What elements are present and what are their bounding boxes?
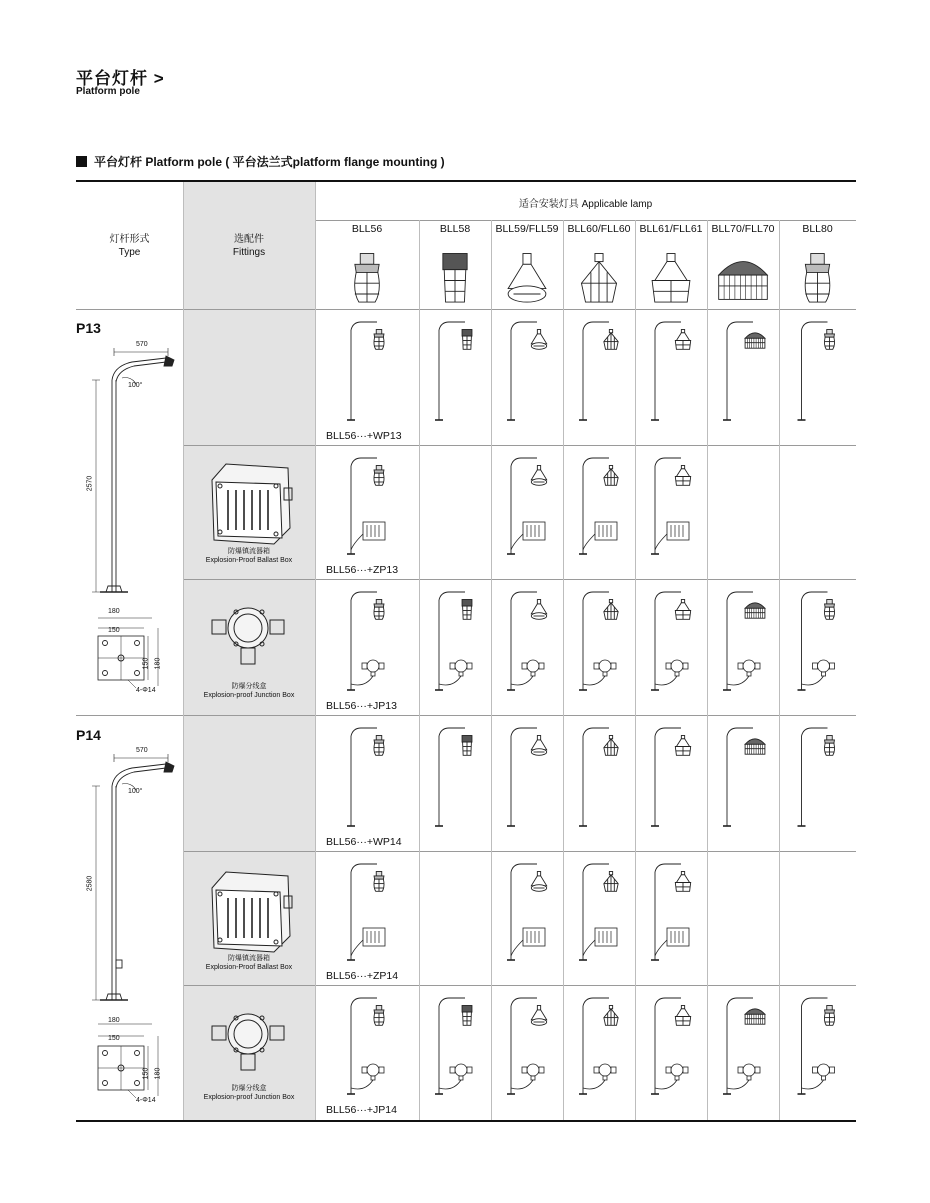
section-bullet-icon — [76, 156, 87, 167]
pole-with-lamp-icon — [779, 716, 856, 852]
p13-arm-dim: 570 — [136, 341, 148, 348]
ballast-box-label-p14 — [183, 954, 315, 972]
table-bottom-rule — [76, 1120, 856, 1122]
pole-with-lamp-icon — [419, 310, 491, 446]
bll58-lamp-icon — [419, 242, 491, 306]
p13-height-dim: 2570 — [86, 475, 94, 492]
pole-with-lamp-icon — [563, 580, 635, 716]
pole-with-lamp-icon — [635, 580, 707, 716]
bll80-lamp-icon — [779, 242, 856, 306]
applicable-lamp-header: 适合安装灯具 Applicable lamp — [518, 199, 653, 210]
bll61-lamp-icon — [635, 242, 707, 306]
pole-with-lamp-icon — [779, 580, 856, 716]
pole-with-lamp-icon — [635, 986, 707, 1120]
p13-base-h2-dim: 180 — [154, 657, 162, 670]
pole-drawing-icon — [88, 340, 178, 695]
ballast-label-cn: 防爆镇流器箱 — [228, 955, 270, 962]
column-divider — [183, 182, 184, 1120]
pole-with-lamp-icon — [315, 310, 419, 446]
pole-with-lamp-icon — [563, 716, 635, 852]
junction-box-label-p14 — [183, 1084, 315, 1102]
junction-box-label-p13 — [183, 682, 315, 700]
type-header-en: Type — [118, 247, 141, 258]
pole-with-lamp-icon — [635, 310, 707, 446]
pole-with-lamp-icon — [491, 716, 563, 852]
p13-base-h1-dim: 150 — [142, 657, 150, 670]
pole-with-lamp-icon — [707, 986, 779, 1120]
pole-with-lamp-icon — [707, 310, 779, 446]
lamp-header-4: BLL61/FLL61 — [639, 223, 703, 235]
fittings-header-cn: 选配件 — [234, 234, 264, 245]
p13-base-width-dim: 180 — [108, 608, 120, 615]
ballast-label-en: Explosion-Proof Ballast Box — [205, 557, 293, 564]
type-p14-label: P14 — [76, 727, 101, 743]
page-subtitle: Platform pole — [76, 86, 140, 97]
ballast-box-label-p13 — [183, 547, 315, 565]
lamp-header-0: BLL56 — [351, 223, 383, 235]
pole-with-lamp-icon — [419, 986, 491, 1120]
p14-holes-dim: 4-Φ14 — [136, 1097, 156, 1104]
p14-base-h1-dim: 150 — [142, 1067, 150, 1080]
header-divider — [315, 220, 856, 221]
model-code: BLL56···+WP13 — [326, 430, 402, 442]
fitting-cell-p13-none — [183, 310, 315, 445]
lamp-header-6: BLL80 — [802, 223, 833, 235]
ballast-label-cn: 防爆镇流器箱 — [228, 548, 270, 555]
pole-with-lamp-icon — [563, 986, 635, 1120]
pole-with-lamp-icon — [491, 986, 563, 1120]
lamp-header-2: BLL59/FLL59 — [495, 223, 559, 235]
pole-with-lamp-icon — [779, 310, 856, 446]
pole-with-lamp-icon — [315, 852, 419, 986]
pole-with-lamp-icon — [563, 310, 635, 446]
pole-with-lamp-icon — [419, 580, 491, 716]
p13-holes-dim: 4-Φ14 — [136, 687, 156, 694]
pole-with-lamp-icon — [563, 446, 635, 580]
pole-with-lamp-icon — [707, 580, 779, 716]
pole-with-lamp-icon — [707, 716, 779, 852]
type-header — [76, 233, 183, 259]
ballast-box-icon — [204, 866, 294, 956]
junction-label-cn: 防爆分线盒 — [231, 683, 267, 690]
type-p13-label: P13 — [76, 320, 101, 336]
fitting-cell-p14-none — [183, 716, 315, 851]
p14-height-dim: 2580 — [86, 875, 94, 892]
pole-with-lamp-icon — [635, 446, 707, 580]
section-heading-text: 平台灯杆 Platform pole ( 平台法兰式platform flange mounting ) — [94, 155, 445, 169]
model-code: BLL56···+ZP13 — [326, 564, 399, 576]
pole-with-lamp-icon — [315, 580, 419, 716]
p14-arm-dim: 570 — [136, 747, 148, 754]
junction-label-en: Explosion-proof Junction Box — [203, 692, 295, 699]
model-code: BLL56···+JP14 — [326, 1104, 397, 1116]
junction-label-en: Explosion-proof Junction Box — [203, 1094, 295, 1101]
pole-with-lamp-icon — [635, 852, 707, 986]
page-title: 平台灯杆 > — [76, 69, 165, 88]
pole-with-lamp-icon — [315, 446, 419, 580]
lamp-header-5: BLL70/FLL70 — [711, 223, 775, 235]
p13-angle-dim: 100° — [128, 382, 143, 389]
ballast-box-icon — [204, 458, 294, 548]
section-heading — [76, 153, 445, 170]
pole-with-lamp-icon — [315, 716, 419, 852]
pole-with-lamp-icon — [491, 446, 563, 580]
pole-with-lamp-icon — [419, 716, 491, 852]
lamp-header-1: BLL58 — [439, 223, 471, 235]
p13-base-hole-dim: 150 — [108, 627, 120, 634]
p14-base-hole-dim: 150 — [108, 1035, 120, 1042]
pole-with-lamp-icon — [491, 852, 563, 986]
pole-with-lamp-icon — [491, 310, 563, 446]
p14-base-width-dim: 180 — [108, 1017, 120, 1024]
pole-with-lamp-icon — [779, 986, 856, 1120]
bll60-lamp-icon — [563, 242, 635, 306]
junction-box-icon — [210, 598, 286, 668]
type-header-cn: 灯杆形式 — [109, 234, 150, 245]
model-code: BLL56···+ZP14 — [326, 970, 399, 982]
model-code: BLL56···+JP13 — [326, 700, 397, 712]
junction-label-cn: 防爆分线盒 — [231, 1085, 267, 1092]
bll59-lamp-icon — [491, 242, 563, 306]
junction-box-icon — [210, 1004, 286, 1074]
bll70-lamp-icon — [707, 242, 779, 306]
pole-with-lamp-icon — [635, 716, 707, 852]
p14-angle-dim: 100° — [128, 788, 143, 795]
fittings-header-en: Fittings — [232, 247, 266, 258]
bll56-lamp-icon — [315, 242, 419, 306]
fittings-header — [183, 233, 315, 259]
ballast-label-en: Explosion-Proof Ballast Box — [205, 964, 293, 971]
model-code: BLL56···+WP14 — [326, 836, 402, 848]
pole-with-lamp-icon — [491, 580, 563, 716]
pole-drawing-icon — [88, 746, 178, 1111]
p14-base-h2-dim: 180 — [154, 1067, 162, 1080]
lamp-header-3: BLL60/FLL60 — [567, 223, 631, 235]
pole-with-lamp-icon — [315, 986, 419, 1120]
pole-with-lamp-icon — [563, 852, 635, 986]
